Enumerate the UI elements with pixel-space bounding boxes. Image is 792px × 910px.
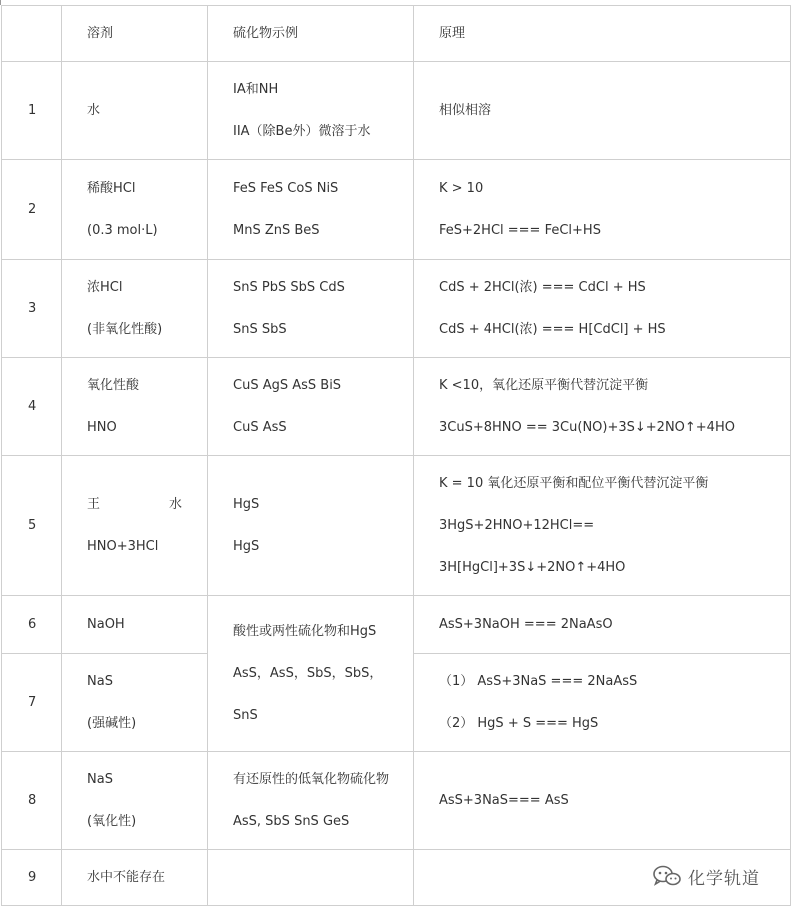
examples-cell-shared <box>208 596 414 752</box>
solvent-cell <box>62 62 208 160</box>
example-line: SnS PbS SbS CdS <box>233 279 345 295</box>
solvent-note: (非氧化性酸) <box>87 321 163 337</box>
header-cell-index <box>2 6 62 62</box>
examples-cell <box>208 752 414 850</box>
solvent-note: (0.3 mol·L) <box>87 222 158 238</box>
solvent-text: 氧化性酸 <box>87 377 140 393</box>
solvent-text <box>87 495 182 515</box>
solvent-cell <box>62 456 208 596</box>
principle-line: CdS + 4HCl(浓) === H[CdCl] + HS <box>439 321 666 337</box>
row-number: 3 <box>2 260 62 358</box>
principle-line: 3CuS+8HNO == 3Cu(NO)+3S↓+2NO↑+4HO <box>439 419 735 435</box>
table-row <box>2 160 791 260</box>
table-row <box>2 752 791 850</box>
principle-line: 相似相溶 <box>439 102 492 118</box>
sulfide-solubility-table <box>1 5 791 906</box>
principle-cell <box>414 752 791 850</box>
row-number: 4 <box>2 358 62 456</box>
solvent-text: 稀酸HCl <box>87 180 136 196</box>
row-number: 9 <box>2 850 62 906</box>
table-row <box>2 358 791 456</box>
table-row <box>2 62 791 160</box>
principle-line: （1） AsS+3NaS === 2NaAsS <box>439 673 638 689</box>
principle-line: K <10，氧化还原平衡代替沉淀平衡 <box>439 377 649 393</box>
row-number: 1 <box>2 62 62 160</box>
solvent-cell <box>62 358 208 456</box>
watermark-text: 化学轨道 <box>688 868 760 889</box>
example-line: AsS，AsS，SbS，SbS， <box>233 665 383 681</box>
solvent-cell <box>62 160 208 260</box>
examples-cell <box>208 358 414 456</box>
solvent-cell <box>62 752 208 850</box>
principle-line: （2） HgS + S === HgS <box>439 715 599 731</box>
solvent-note: HNO+3HCl <box>87 538 159 554</box>
solvent-cell <box>62 596 208 654</box>
solvent-text: 水中不能存在 <box>87 869 166 885</box>
solvent-char: 王 <box>87 496 101 512</box>
principle-line: 3HgS+2HNO+12HCl== <box>439 517 595 533</box>
examples-cell <box>208 850 414 906</box>
examples-cell <box>208 260 414 358</box>
example-line: AsS, SbS SnS GeS <box>233 813 350 829</box>
example-line: SnS <box>233 707 258 723</box>
solvent-char: 水 <box>168 496 182 512</box>
example-line: FeS FeS CoS NiS <box>233 180 339 196</box>
solvent-text: NaS <box>87 771 113 787</box>
principle-cell <box>414 358 791 456</box>
principle-cell <box>414 62 791 160</box>
table-header-row <box>2 6 791 62</box>
wechat-icon <box>652 864 682 888</box>
example-line: 酸性或两性硫化物和HgS <box>233 623 377 639</box>
solvent-text: NaOH <box>87 616 125 632</box>
principle-line: AsS+3NaS=== AsS <box>439 792 569 808</box>
principle-line: K = 10 氧化还原平衡和配位平衡代替沉淀平衡 <box>439 475 709 491</box>
solvent-text: NaS <box>87 673 113 689</box>
solvent-note: (氧化性) <box>87 813 137 829</box>
example-line: HgS <box>233 496 260 512</box>
table-row <box>2 456 791 596</box>
example-line: SnS SbS <box>233 321 287 337</box>
solvent-cell <box>62 654 208 752</box>
principle-cell <box>414 654 791 752</box>
examples-cell <box>208 456 414 596</box>
principle-line: K > 10 <box>439 180 484 196</box>
table-row <box>2 596 791 654</box>
example-line: HgS <box>233 538 260 554</box>
solvent-cell <box>62 850 208 906</box>
principle-cell <box>414 596 791 654</box>
principle-cell <box>414 160 791 260</box>
watermark <box>652 862 760 890</box>
header-cell-solvent: 溶剂 <box>62 6 208 62</box>
example-line: IA和NH <box>233 81 279 97</box>
header-cell-examples: 硫化物示例 <box>208 6 414 62</box>
row-number: 2 <box>2 160 62 260</box>
header-cell-principle: 原理 <box>414 6 791 62</box>
solvent-note: HNO <box>87 419 117 435</box>
principle-cell <box>414 260 791 358</box>
example-line: IIA（除Be外）微溶于水 <box>233 123 371 139</box>
row-number: 7 <box>2 654 62 752</box>
principle-line: 3H[HgCl]+3S↓+2NO↑+4HO <box>439 559 626 575</box>
principle-cell <box>414 456 791 596</box>
solvent-note: (强碱性) <box>87 715 137 731</box>
table-row <box>2 260 791 358</box>
example-line: 有还原性的低氧化物硫化物 <box>233 771 390 787</box>
row-number: 5 <box>2 456 62 596</box>
examples-cell <box>208 62 414 160</box>
example-line: MnS ZnS BeS <box>233 222 320 238</box>
row-number: 8 <box>2 752 62 850</box>
example-line: CuS AsS <box>233 419 287 435</box>
principle-line: CdS + 2HCl(浓) === CdCl + HS <box>439 279 646 295</box>
solvent-text: 浓HCl <box>87 279 123 295</box>
principle-line: FeS+2HCl === FeCl+HS <box>439 222 601 238</box>
solvent-cell <box>62 260 208 358</box>
principle-line: AsS+3NaOH === 2NaAsO <box>439 616 613 632</box>
examples-cell <box>208 160 414 260</box>
row-number: 6 <box>2 596 62 654</box>
example-line: CuS AgS AsS BiS <box>233 377 342 393</box>
solvent-text: 水 <box>87 102 101 118</box>
